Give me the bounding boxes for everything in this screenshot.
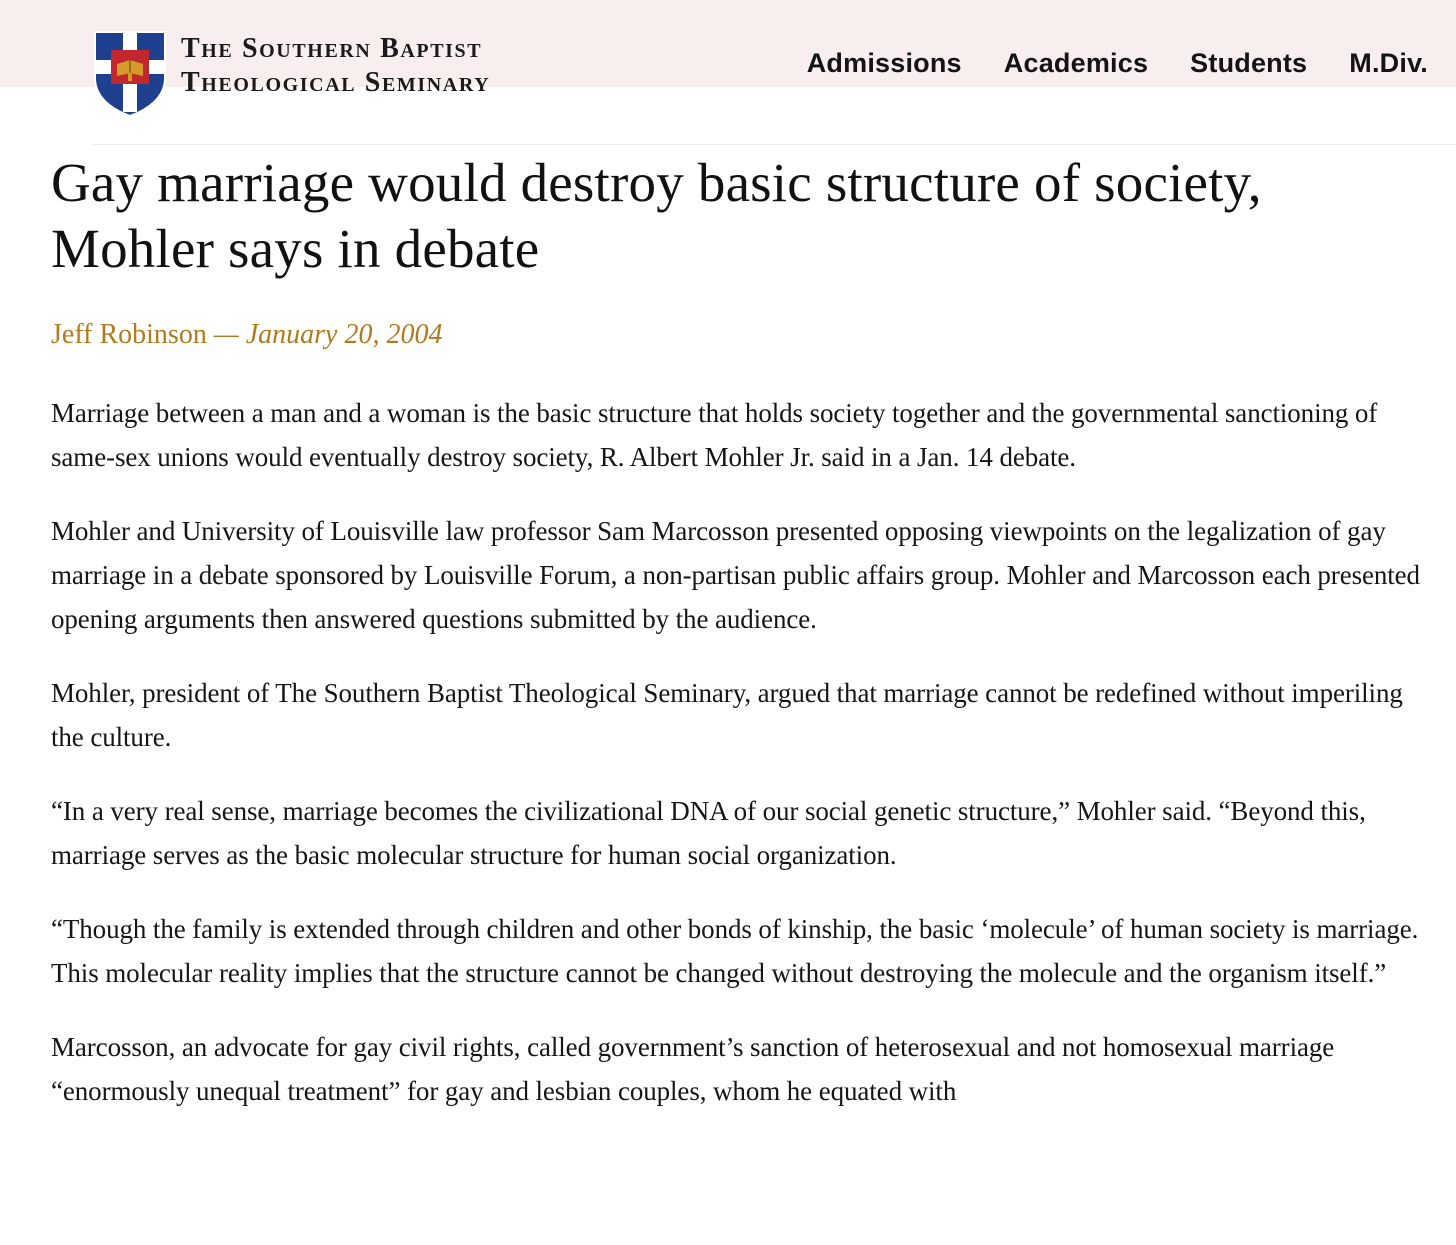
author-link[interactable]: Jeff Robinson: [51, 319, 207, 350]
logo-line-2: Theological Seminary: [181, 67, 491, 98]
publish-date: — January 20, 2004: [213, 319, 443, 350]
article-title: Gay marriage would destroy basic structure of society, Mohler says in debate: [51, 152, 1262, 279]
paragraph: Marcosson, an advocate for gay civil rights, called government’s sanction of heterosexual and not homosexual marriage “enormously unequal treatment” for gay and lesbian couples, whom he equated with: [51, 1032, 1335, 1106]
nav-students[interactable]: Students: [1190, 48, 1308, 78]
shield-icon: [93, 30, 167, 118]
nav-academics[interactable]: Academics: [1003, 48, 1149, 78]
byline: [51, 315, 1421, 355]
paragraph: Mohler, president of The Southern Baptist Theological Seminary, argued that marriage cannot be redefined without imperiling the culture.: [51, 678, 1403, 752]
nav-admissions[interactable]: Admissions: [806, 48, 962, 78]
paragraph: “Though the family is extended through children and other bonds of kinship, the basic ‘molecule’ of human society is marriage. This molecular reality implies that the structure cannot be changed without destroying the molecule and the organism itself.”: [51, 914, 1419, 988]
paragraph: Mohler and University of Louisville law professor Sam Marcosson presented opposing viewpoints on the legalization of gay marriage in a debate sponsored by Louisville Forum, a non-partisan public affairs group. Mohler and Marcosson each presented opening arguments then answered questions submitted by the audience.: [51, 516, 1420, 634]
main-nav: [807, 48, 1428, 79]
logo-line-1: The Southern Baptist: [181, 33, 483, 64]
article-body: [51, 391, 1421, 1113]
article: [51, 150, 1421, 1143]
nav-mdiv[interactable]: M.Div.: [1349, 48, 1428, 78]
logo-wordmark: [181, 32, 490, 100]
seminary-logo[interactable]: [93, 30, 490, 118]
paragraph: Marriage between a man and a woman is the basic structure that holds society together and the governmental sanctioning of same-sex unions would eventually destroy society, R. Albert Mohler Jr. said in a Jan. 14 debate.: [51, 398, 1378, 472]
paragraph: “In a very real sense, marriage becomes the civilizational DNA of our social genetic structure,” Mohler said. “Beyond this, marriage serves as the basic molecular structure for human social organization.: [51, 796, 1366, 870]
